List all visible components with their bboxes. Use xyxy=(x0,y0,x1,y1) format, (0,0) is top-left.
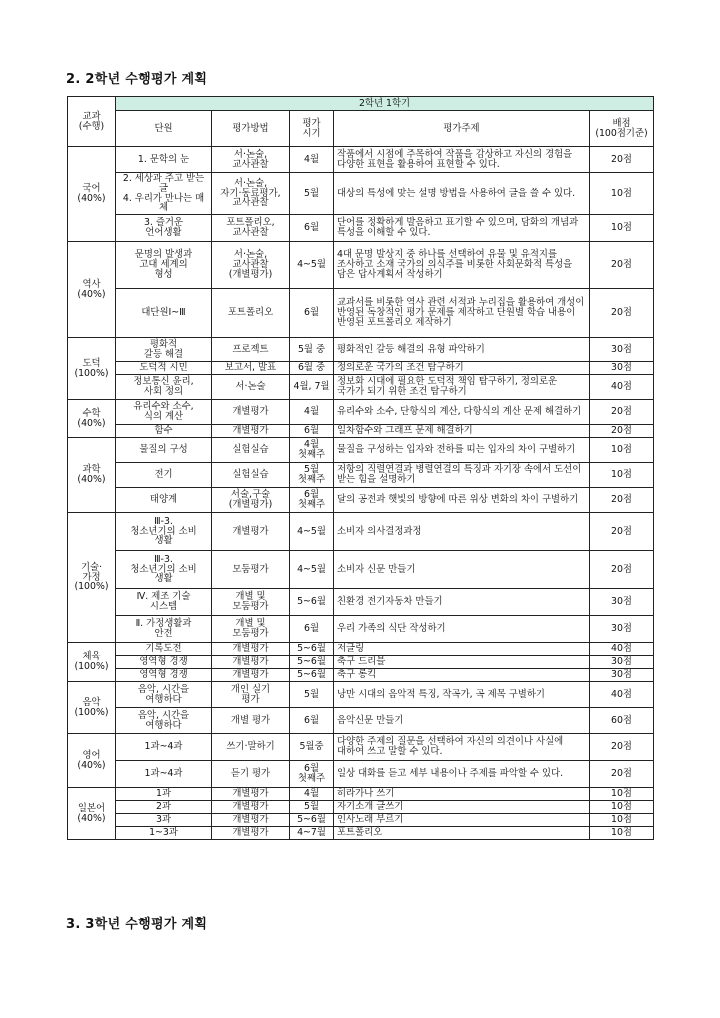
score-cell: 40점 xyxy=(590,375,654,400)
time-cell: 6월 xyxy=(290,215,334,242)
score-cell: 30점 xyxy=(590,589,654,616)
score-cell: 10점 xyxy=(590,788,654,801)
unit-cell: Ⅲ-3. 청소년기의 소비 생활 xyxy=(116,551,212,589)
score-cell: 20점 xyxy=(590,425,654,438)
subject-cell: 일본어 (40%) xyxy=(68,788,116,840)
unit-cell: Ⅲ-3. 청소년기의 소비 생활 xyxy=(116,513,212,551)
topic-cell: 달의 공전과 햇빛의 방향에 따른 위상 변화의 차이 구별하기 xyxy=(334,488,590,513)
time-cell: 5월 첫째주 xyxy=(290,463,334,488)
topic-cell: 소비자 신문 만들기 xyxy=(334,551,590,589)
method-cell: 서·논술, 교사관찰 xyxy=(212,147,290,173)
header-method: 평가방법 xyxy=(212,111,290,147)
header-score: 배점 (100점기준) xyxy=(590,111,654,147)
score-cell: 10점 xyxy=(590,438,654,463)
unit-cell: 1. 문학의 눈 xyxy=(116,147,212,173)
unit-cell: 1~3과 xyxy=(116,827,212,840)
table-row xyxy=(68,827,654,840)
section-heading-grade2: 2. 2학년 수행평가 계획 xyxy=(66,72,208,87)
score-cell: 40점 xyxy=(590,682,654,708)
subject-cell: 역사 (40%) xyxy=(68,242,116,338)
time-cell: 6월 xyxy=(290,616,334,643)
topic-cell: 축구 롱킥 xyxy=(334,669,590,682)
time-cell: 4~5월 xyxy=(290,551,334,589)
score-cell: 20점 xyxy=(590,400,654,425)
score-cell: 30점 xyxy=(590,656,654,669)
unit-cell: 평화적 갈등 해결 xyxy=(116,338,212,362)
time-cell: 5~6월 xyxy=(290,669,334,682)
topic-cell: 단어를 정확하게 발음하고 표기할 수 있으며, 담화의 개념과 특성을 이해할 수 있다. xyxy=(334,215,590,242)
topic-cell: 자기소개 글쓰기 xyxy=(334,801,590,814)
method-cell: 개별평가 xyxy=(212,814,290,827)
method-cell: 개별평가 xyxy=(212,788,290,801)
time-cell: 6월 xyxy=(290,425,334,438)
method-cell: 개인 실기 평가 xyxy=(212,682,290,708)
topic-cell: 다양한 주제의 질문을 선택하여 자신의 의견이나 사실에 대하여 쓰고 말할 수 있다. xyxy=(334,734,590,761)
assessment-plan-body xyxy=(68,147,654,840)
score-cell: 10점 xyxy=(590,215,654,242)
time-cell: 4월 xyxy=(290,147,334,173)
table-row xyxy=(68,643,654,656)
time-cell: 5월중 xyxy=(290,734,334,761)
table-row xyxy=(68,362,654,375)
subject-cell: 도덕 (100%) xyxy=(68,338,116,400)
topic-cell: 축구 드리블 xyxy=(334,656,590,669)
method-cell: 개별평가 xyxy=(212,400,290,425)
unit-cell: 3. 즐거운 언어생활 xyxy=(116,215,212,242)
method-cell: 개별 및 모둠평가 xyxy=(212,616,290,643)
topic-cell: 물질을 구성하는 입자와 전하를 띠는 입자의 차이 구별하기 xyxy=(334,438,590,463)
time-cell: 4~5월 xyxy=(290,242,334,289)
table-row xyxy=(68,801,654,814)
topic-cell: 저글링 xyxy=(334,643,590,656)
topic-cell: 대상의 특성에 맞는 설명 방법을 사용하여 글을 쓸 수 있다. xyxy=(334,173,590,215)
topic-cell: 저항의 직렬연결과 병렬연결의 특징과 자기장 속에서 도선이 받는 힘을 설명하기 xyxy=(334,463,590,488)
method-cell: 개별평가 xyxy=(212,425,290,438)
table-row xyxy=(68,589,654,616)
table-row xyxy=(68,400,654,425)
table-row xyxy=(68,242,654,289)
topic-cell: 히라가나 쓰기 xyxy=(334,788,590,801)
method-cell: 개별 및 모둠평가 xyxy=(212,589,290,616)
table-row xyxy=(68,147,654,173)
method-cell: 개별평가 xyxy=(212,801,290,814)
semester-header: 2학년 1학기 xyxy=(116,97,654,111)
table-row xyxy=(68,551,654,589)
time-cell: 5월 xyxy=(290,682,334,708)
score-cell: 10점 xyxy=(590,801,654,814)
assessment-plan-table xyxy=(67,96,654,840)
method-cell: 포트폴리오 xyxy=(212,289,290,338)
score-cell: 40점 xyxy=(590,643,654,656)
header-topic: 평가주제 xyxy=(334,111,590,147)
table-row xyxy=(68,338,654,362)
time-cell: 6월 첫째주 xyxy=(290,761,334,788)
method-cell: 보고서, 발표 xyxy=(212,362,290,375)
table-row xyxy=(68,682,654,708)
score-cell: 10점 xyxy=(590,814,654,827)
unit-cell: 음악, 시간을 여행하다 xyxy=(116,708,212,734)
unit-cell: 문명의 발생과 고대 세계의 형성 xyxy=(116,242,212,289)
unit-cell: 1과~4과 xyxy=(116,761,212,788)
time-cell: 4~5월 xyxy=(290,513,334,551)
score-cell: 20점 xyxy=(590,761,654,788)
score-cell: 20점 xyxy=(590,488,654,513)
unit-cell: 유리수와 소수, 식의 계산 xyxy=(116,400,212,425)
method-cell: 실험실습 xyxy=(212,438,290,463)
table-row xyxy=(68,761,654,788)
topic-cell: 교과서를 비롯한 역사 관련 서적과 누리집을 활용하여 개성이 반영된 독창적인 평가 문제를 제작하고 단원별 학습 내용이 반영된 포트폴리오 제작하기 xyxy=(334,289,590,338)
table-row xyxy=(68,438,654,463)
header-time: 평가 시기 xyxy=(290,111,334,147)
score-cell: 10점 xyxy=(590,463,654,488)
time-cell: 4~7월 xyxy=(290,827,334,840)
table-row xyxy=(68,513,654,551)
method-cell: 개별평가 xyxy=(212,643,290,656)
unit-cell: 1과 xyxy=(116,788,212,801)
time-cell: 4월 첫째주 xyxy=(290,438,334,463)
topic-cell: 작품에서 시점에 주목하여 작품을 감상하고 자신의 경험을 다양한 표현을 활용하여 표현할 수 있다. xyxy=(334,147,590,173)
score-cell: 10점 xyxy=(590,827,654,840)
table-row xyxy=(68,708,654,734)
subject-cell: 국어 (40%) xyxy=(68,147,116,242)
subject-cell: 음악 (100%) xyxy=(68,682,116,734)
subject-cell: 기술· 가정 (100%) xyxy=(68,513,116,643)
unit-cell: 대단원Ⅰ~Ⅲ xyxy=(116,289,212,338)
time-cell: 6월 xyxy=(290,289,334,338)
unit-cell: 태양계 xyxy=(116,488,212,513)
method-cell: 개별 평가 xyxy=(212,708,290,734)
unit-cell: 도덕적 시민 xyxy=(116,362,212,375)
time-cell: 4월 xyxy=(290,788,334,801)
unit-cell: 정보통신 윤리, 사회 정의 xyxy=(116,375,212,400)
topic-cell: 정의로운 국가의 조건 탐구하기 xyxy=(334,362,590,375)
method-cell: 서·논술 xyxy=(212,375,290,400)
time-cell: 4월, 7월 xyxy=(290,375,334,400)
topic-cell: 인사노래 부르기 xyxy=(334,814,590,827)
method-cell: 서·논술, 자기·동료평가, 교사관찰 xyxy=(212,173,290,215)
time-cell: 5월 중 xyxy=(290,338,334,362)
subject-cell: 체육 (100%) xyxy=(68,643,116,682)
score-cell: 30점 xyxy=(590,338,654,362)
table-row xyxy=(68,616,654,643)
time-cell: 6월 중 xyxy=(290,362,334,375)
unit-cell: 2과 xyxy=(116,801,212,814)
table-row xyxy=(68,215,654,242)
table-row xyxy=(68,375,654,400)
method-cell: 서술,구술 (개별평가) xyxy=(212,488,290,513)
time-cell: 6월 첫째주 xyxy=(290,488,334,513)
table-row xyxy=(68,289,654,338)
unit-cell: 2. 세상과 주고 받는 글 4. 우리가 만나는 매체 xyxy=(116,173,212,215)
topic-cell: 음악신문 만들기 xyxy=(334,708,590,734)
method-cell: 개별평가 xyxy=(212,669,290,682)
table-row xyxy=(68,656,654,669)
table-row xyxy=(68,788,654,801)
table-row xyxy=(68,669,654,682)
unit-cell: Ⅱ. 가정생활과 안전 xyxy=(116,616,212,643)
score-cell: 20점 xyxy=(590,242,654,289)
unit-cell: 영역형 경쟁 xyxy=(116,669,212,682)
score-cell: 30점 xyxy=(590,362,654,375)
score-cell: 20점 xyxy=(590,734,654,761)
topic-cell: 낭만 시대의 음악적 특징, 작곡가, 곡 제목 구별하기 xyxy=(334,682,590,708)
table-row xyxy=(68,488,654,513)
topic-cell: 유리수와 소수, 단항식의 계산, 다항식의 계산 문제 해결하기 xyxy=(334,400,590,425)
time-cell: 5~6월 xyxy=(290,589,334,616)
unit-cell: 영역형 경쟁 xyxy=(116,656,212,669)
topic-cell: 평화적인 갈등 해결의 유형 파악하기 xyxy=(334,338,590,362)
score-cell: 30점 xyxy=(590,616,654,643)
topic-cell: 친환경 전기자동차 만들기 xyxy=(334,589,590,616)
score-cell: 10점 xyxy=(590,173,654,215)
time-cell: 6월 xyxy=(290,708,334,734)
section-heading-grade3: 3. 3학년 수행평가 계획 xyxy=(66,917,208,932)
time-cell: 5~6월 xyxy=(290,656,334,669)
table-row xyxy=(68,814,654,827)
table-row xyxy=(68,173,654,215)
topic-cell: 일차함수와 그래프 문제 해결하기 xyxy=(334,425,590,438)
subject-cell: 과학 (40%) xyxy=(68,438,116,513)
time-cell: 5~6월 xyxy=(290,814,334,827)
topic-cell: 정보화 시대에 필요한 도덕적 책임 탐구하기, 정의로운 국가가 되기 위한 조건 탐구하기 xyxy=(334,375,590,400)
unit-cell: 기록도전 xyxy=(116,643,212,656)
time-cell: 4월 xyxy=(290,400,334,425)
time-cell: 5~6월 xyxy=(290,643,334,656)
method-cell: 서·논술, 교사관찰 (개별평가) xyxy=(212,242,290,289)
method-cell: 쓰기·말하기 xyxy=(212,734,290,761)
method-cell: 프로젝트 xyxy=(212,338,290,362)
topic-cell: 포트폴리오 xyxy=(334,827,590,840)
method-cell: 듣기 평가 xyxy=(212,761,290,788)
unit-cell: 물질의 구성 xyxy=(116,438,212,463)
unit-cell: 1과~4과 xyxy=(116,734,212,761)
topic-cell: 4대 문명 발상지 중 하나를 선택하여 유물 및 유적지를 조사하고 소재 국가의 의식주를 비롯한 사회문화적 특성을 담은 답사계획서 작성하기 xyxy=(334,242,590,289)
score-cell: 60점 xyxy=(590,708,654,734)
header-subject: 교과 (수행) xyxy=(68,97,116,147)
unit-cell: 함수 xyxy=(116,425,212,438)
score-cell: 20점 xyxy=(590,513,654,551)
topic-cell: 소비자 의사결정과정 xyxy=(334,513,590,551)
unit-cell: 3과 xyxy=(116,814,212,827)
score-cell: 20점 xyxy=(590,147,654,173)
method-cell: 모둠평가 xyxy=(212,551,290,589)
score-cell: 20점 xyxy=(590,551,654,589)
header-unit: 단원 xyxy=(116,111,212,147)
subject-cell: 수학 (40%) xyxy=(68,400,116,438)
score-cell: 20점 xyxy=(590,289,654,338)
method-cell: 실험실습 xyxy=(212,463,290,488)
time-cell: 5월 xyxy=(290,173,334,215)
topic-cell: 우리 가족의 식단 작성하기 xyxy=(334,616,590,643)
method-cell: 개별평가 xyxy=(212,513,290,551)
topic-cell: 일상 대화를 듣고 세부 내용이나 주제를 파악할 수 있다. xyxy=(334,761,590,788)
unit-cell: 음악, 시간을 여행하다 xyxy=(116,682,212,708)
table-row xyxy=(68,463,654,488)
subject-cell: 영어 (40%) xyxy=(68,734,116,788)
method-cell: 포트폴리오, 교사관찰 xyxy=(212,215,290,242)
table-row xyxy=(68,734,654,761)
method-cell: 개별평가 xyxy=(212,656,290,669)
unit-cell: Ⅳ. 제조 기술 시스템 xyxy=(116,589,212,616)
method-cell: 개별평가 xyxy=(212,827,290,840)
score-cell: 30점 xyxy=(590,669,654,682)
table-row xyxy=(68,425,654,438)
unit-cell: 전기 xyxy=(116,463,212,488)
time-cell: 5월 xyxy=(290,801,334,814)
